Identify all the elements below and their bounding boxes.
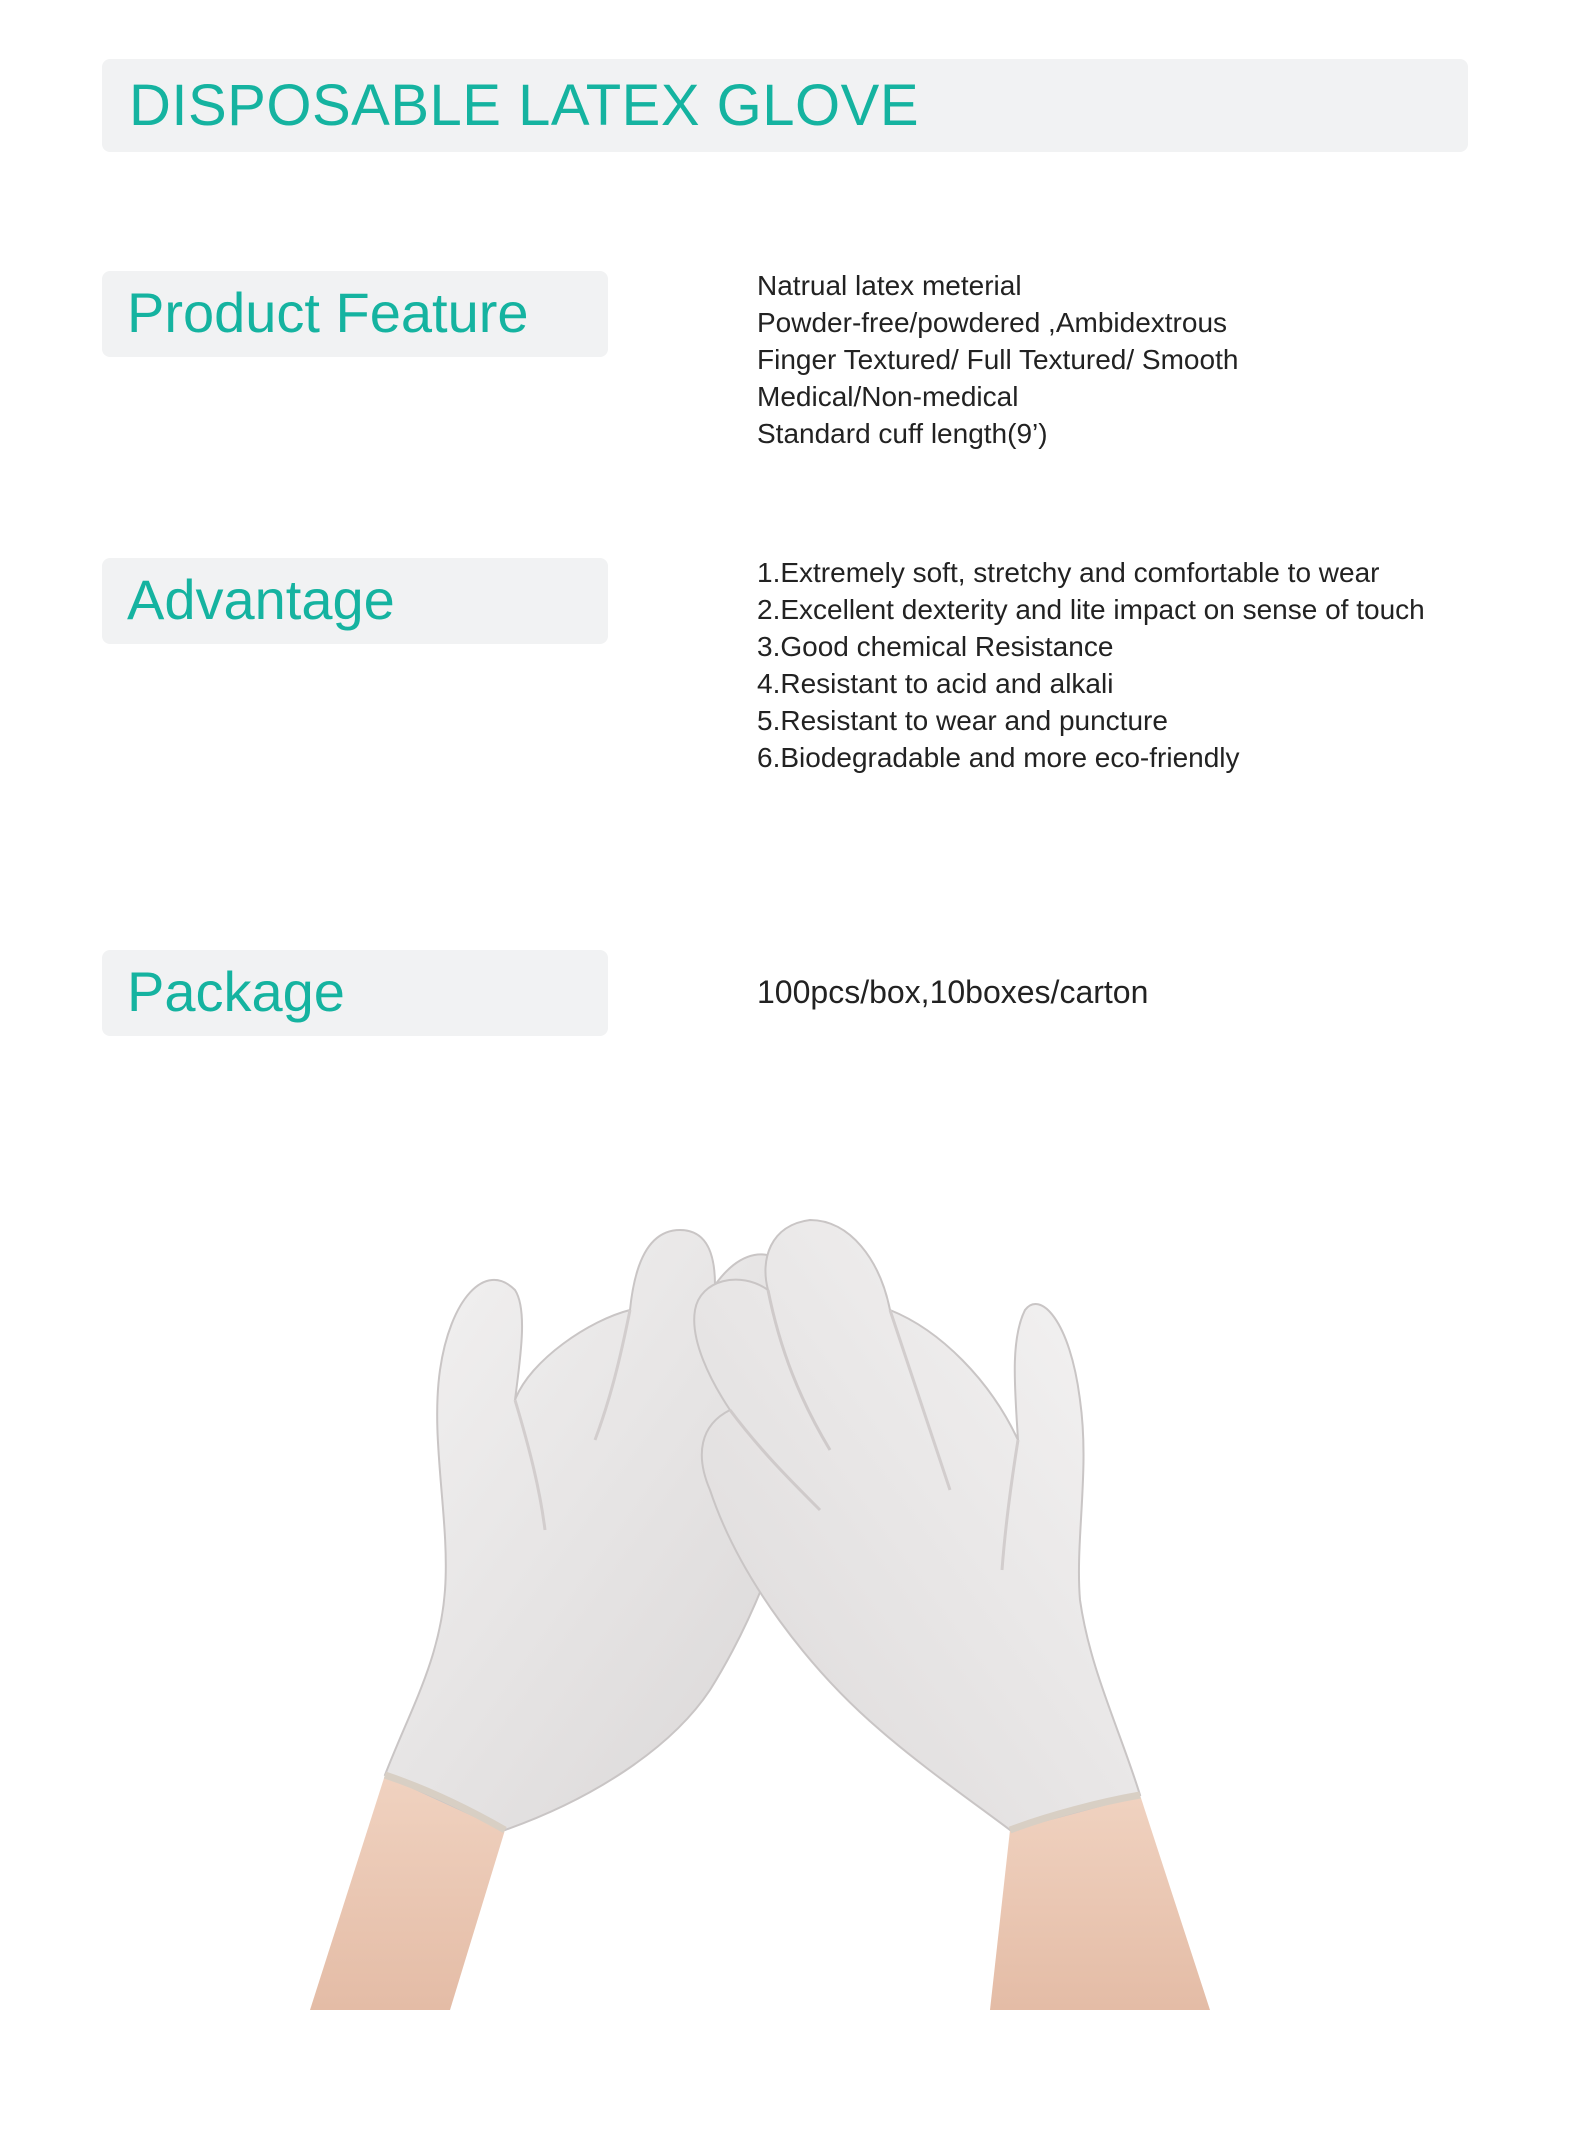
page-title: DISPOSABLE LATEX GLOVE	[129, 73, 920, 138]
feature-item: Medical/Non-medical	[757, 381, 1019, 412]
section-label-feature	[102, 271, 608, 357]
advantage-list	[757, 554, 1425, 776]
section-heading-package: Package	[127, 960, 345, 1023]
package-value: 100pcs/box,10boxes/carton	[757, 974, 1149, 1010]
title-bar	[102, 59, 1468, 152]
right-glove	[694, 1220, 1140, 1830]
advantage-item: 4.Resistant to acid and alkali	[757, 668, 1114, 699]
advantage-item: 3.Good chemical Resistance	[757, 631, 1114, 662]
feature-list	[757, 267, 1238, 452]
section-heading-advantage: Advantage	[127, 568, 395, 631]
section-label-package	[102, 950, 608, 1036]
advantage-item: 2.Excellent dexterity and lite impact on sense of touch	[757, 594, 1425, 625]
advantage-item: 6.Biodegradable and more eco-friendly	[757, 742, 1240, 773]
advantage-item: 1.Extremely soft, stretchy and comfortable to wear	[757, 557, 1380, 588]
feature-item: Finger Textured/ Full Textured/ Smooth	[757, 344, 1239, 375]
section-heading-feature: Product Feature	[127, 281, 529, 344]
feature-item: Standard cuff length(9’)	[757, 418, 1048, 449]
advantage-item: 5.Resistant to wear and puncture	[757, 705, 1168, 736]
section-label-advantage	[102, 558, 608, 644]
feature-item: Natrual latex meterial	[757, 270, 1022, 301]
feature-item: Powder-free/powdered ,Ambidextrous	[757, 307, 1228, 338]
gloved-hands-photo	[290, 1190, 1230, 2010]
